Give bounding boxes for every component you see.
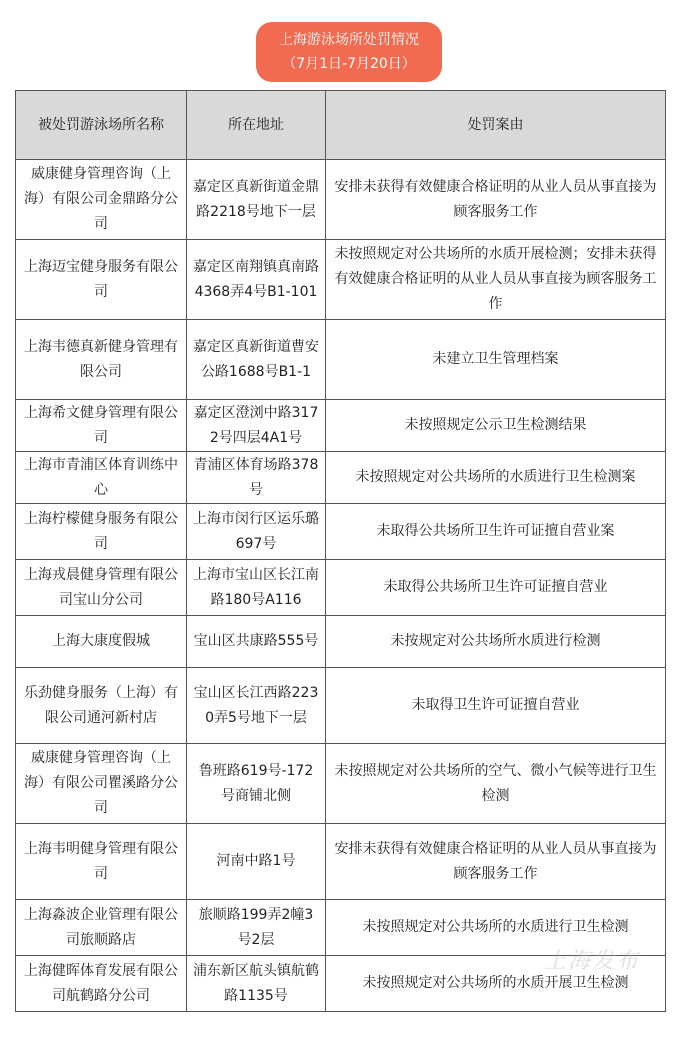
cell-address: 河南中路1号 (187, 824, 326, 900)
cell-reason: 未按照规定对公共场所的水质开展卫生检测 (326, 956, 666, 1012)
table-row (16, 160, 666, 240)
table-row (16, 400, 666, 452)
cell-reason: 安排未获得有效健康合格证明的从业人员从事直接为顾客服务工作 (326, 824, 666, 900)
cell-venue-name: 上海迈宝健身服务有限公司 (16, 240, 187, 320)
cell-venue-name: 威康健身管理咨询（上海）有限公司瞿溪路分公司 (16, 744, 187, 824)
cell-address: 浦东新区航头镇航鹤路1135号 (187, 956, 326, 1012)
table-row (16, 240, 666, 320)
cell-venue-name: 上海市青浦区体育训练中心 (16, 452, 187, 504)
penalty-table (15, 90, 666, 1012)
cell-address: 嘉定区澄浏中路3172号四层4A1号 (187, 400, 326, 452)
cell-venue-name: 上海柠檬健身服务有限公司 (16, 504, 187, 560)
cell-venue-name: 威康健身管理咨询（上海）有限公司金鼎路分公司 (16, 160, 187, 240)
page-subtitle: （7月1日-7月20日） (282, 56, 416, 72)
cell-reason: 未按照规定对公共场所的水质进行卫生检测案 (326, 452, 666, 504)
cell-venue-name: 乐劲健身服务（上海）有限公司通河新村店 (16, 668, 187, 744)
table-row (16, 504, 666, 560)
table-row (16, 956, 666, 1012)
title-badge (256, 22, 442, 82)
cell-address: 嘉定区真新街道金鼎路2218号地下一层 (187, 160, 326, 240)
cell-address: 嘉定区真新街道曹安公路1688号B1-1 (187, 320, 326, 400)
cell-address: 鲁班路619号-172号商铺北侧 (187, 744, 326, 824)
cell-reason: 未按照规定对公共场所的水质开展检测；安排未获得有效健康合格证明的从业人员从事直接为顾客服务工作 (326, 240, 666, 320)
cell-address: 宝山区共康路555号 (187, 616, 326, 668)
cell-venue-name: 上海大康度假城 (16, 616, 187, 668)
column-header-name: 被处罚游泳场所名称 (16, 91, 187, 160)
column-header-reason: 处罚案由 (326, 91, 666, 160)
cell-address: 青浦区体育场路378号 (187, 452, 326, 504)
table-row (16, 744, 666, 824)
table-row (16, 668, 666, 744)
cell-reason: 未建立卫生管理档案 (326, 320, 666, 400)
cell-address: 旅顺路199弄2幢3号2层 (187, 900, 326, 956)
cell-venue-name: 上海韦德真新健身管理有限公司 (16, 320, 187, 400)
cell-venue-name: 上海戎晨健身管理有限公司宝山分公司 (16, 560, 187, 616)
page-title: 上海游泳场所处罚情况 (279, 32, 419, 48)
cell-venue-name: 上海希文健身管理有限公司 (16, 400, 187, 452)
cell-reason: 未按照规定对公共场所的水质进行卫生检测 (326, 900, 666, 956)
cell-address: 上海市闵行区运乐璐697号 (187, 504, 326, 560)
cell-reason: 未按照规定对公共场所的空气、微小气候等进行卫生检测 (326, 744, 666, 824)
table-row (16, 616, 666, 668)
cell-reason: 未按照规定公示卫生检测结果 (326, 400, 666, 452)
table-row (16, 320, 666, 400)
watermark-logo: 上海发布 (543, 949, 640, 974)
cell-reason: 未取得公共场所卫生许可证擅自营业案 (326, 504, 666, 560)
cell-reason: 未取得卫生许可证擅自营业 (326, 668, 666, 744)
table-row (16, 824, 666, 900)
table-header-row (16, 91, 666, 160)
cell-address: 宝山区长江西路2230弄5号地下一层 (187, 668, 326, 744)
cell-reason: 未取得公共场所卫生许可证擅自营业 (326, 560, 666, 616)
cell-reason: 未按规定对公共场所水质进行检测 (326, 616, 666, 668)
cell-address: 嘉定区南翔镇真南路4368弄4号B1-101 (187, 240, 326, 320)
column-header-address: 所在地址 (187, 91, 326, 160)
table-row (16, 452, 666, 504)
cell-reason: 安排未获得有效健康合格证明的从业人员从事直接为顾客服务工作 (326, 160, 666, 240)
cell-address: 上海市宝山区长江南路180号A116 (187, 560, 326, 616)
table-row (16, 560, 666, 616)
cell-venue-name: 上海淼波企业管理有限公司旅顺路店 (16, 900, 187, 956)
table-row (16, 900, 666, 956)
cell-venue-name: 上海健晖体育发展有限公司航鹤路分公司 (16, 956, 187, 1012)
cell-venue-name: 上海韦明健身管理有限公司 (16, 824, 187, 900)
